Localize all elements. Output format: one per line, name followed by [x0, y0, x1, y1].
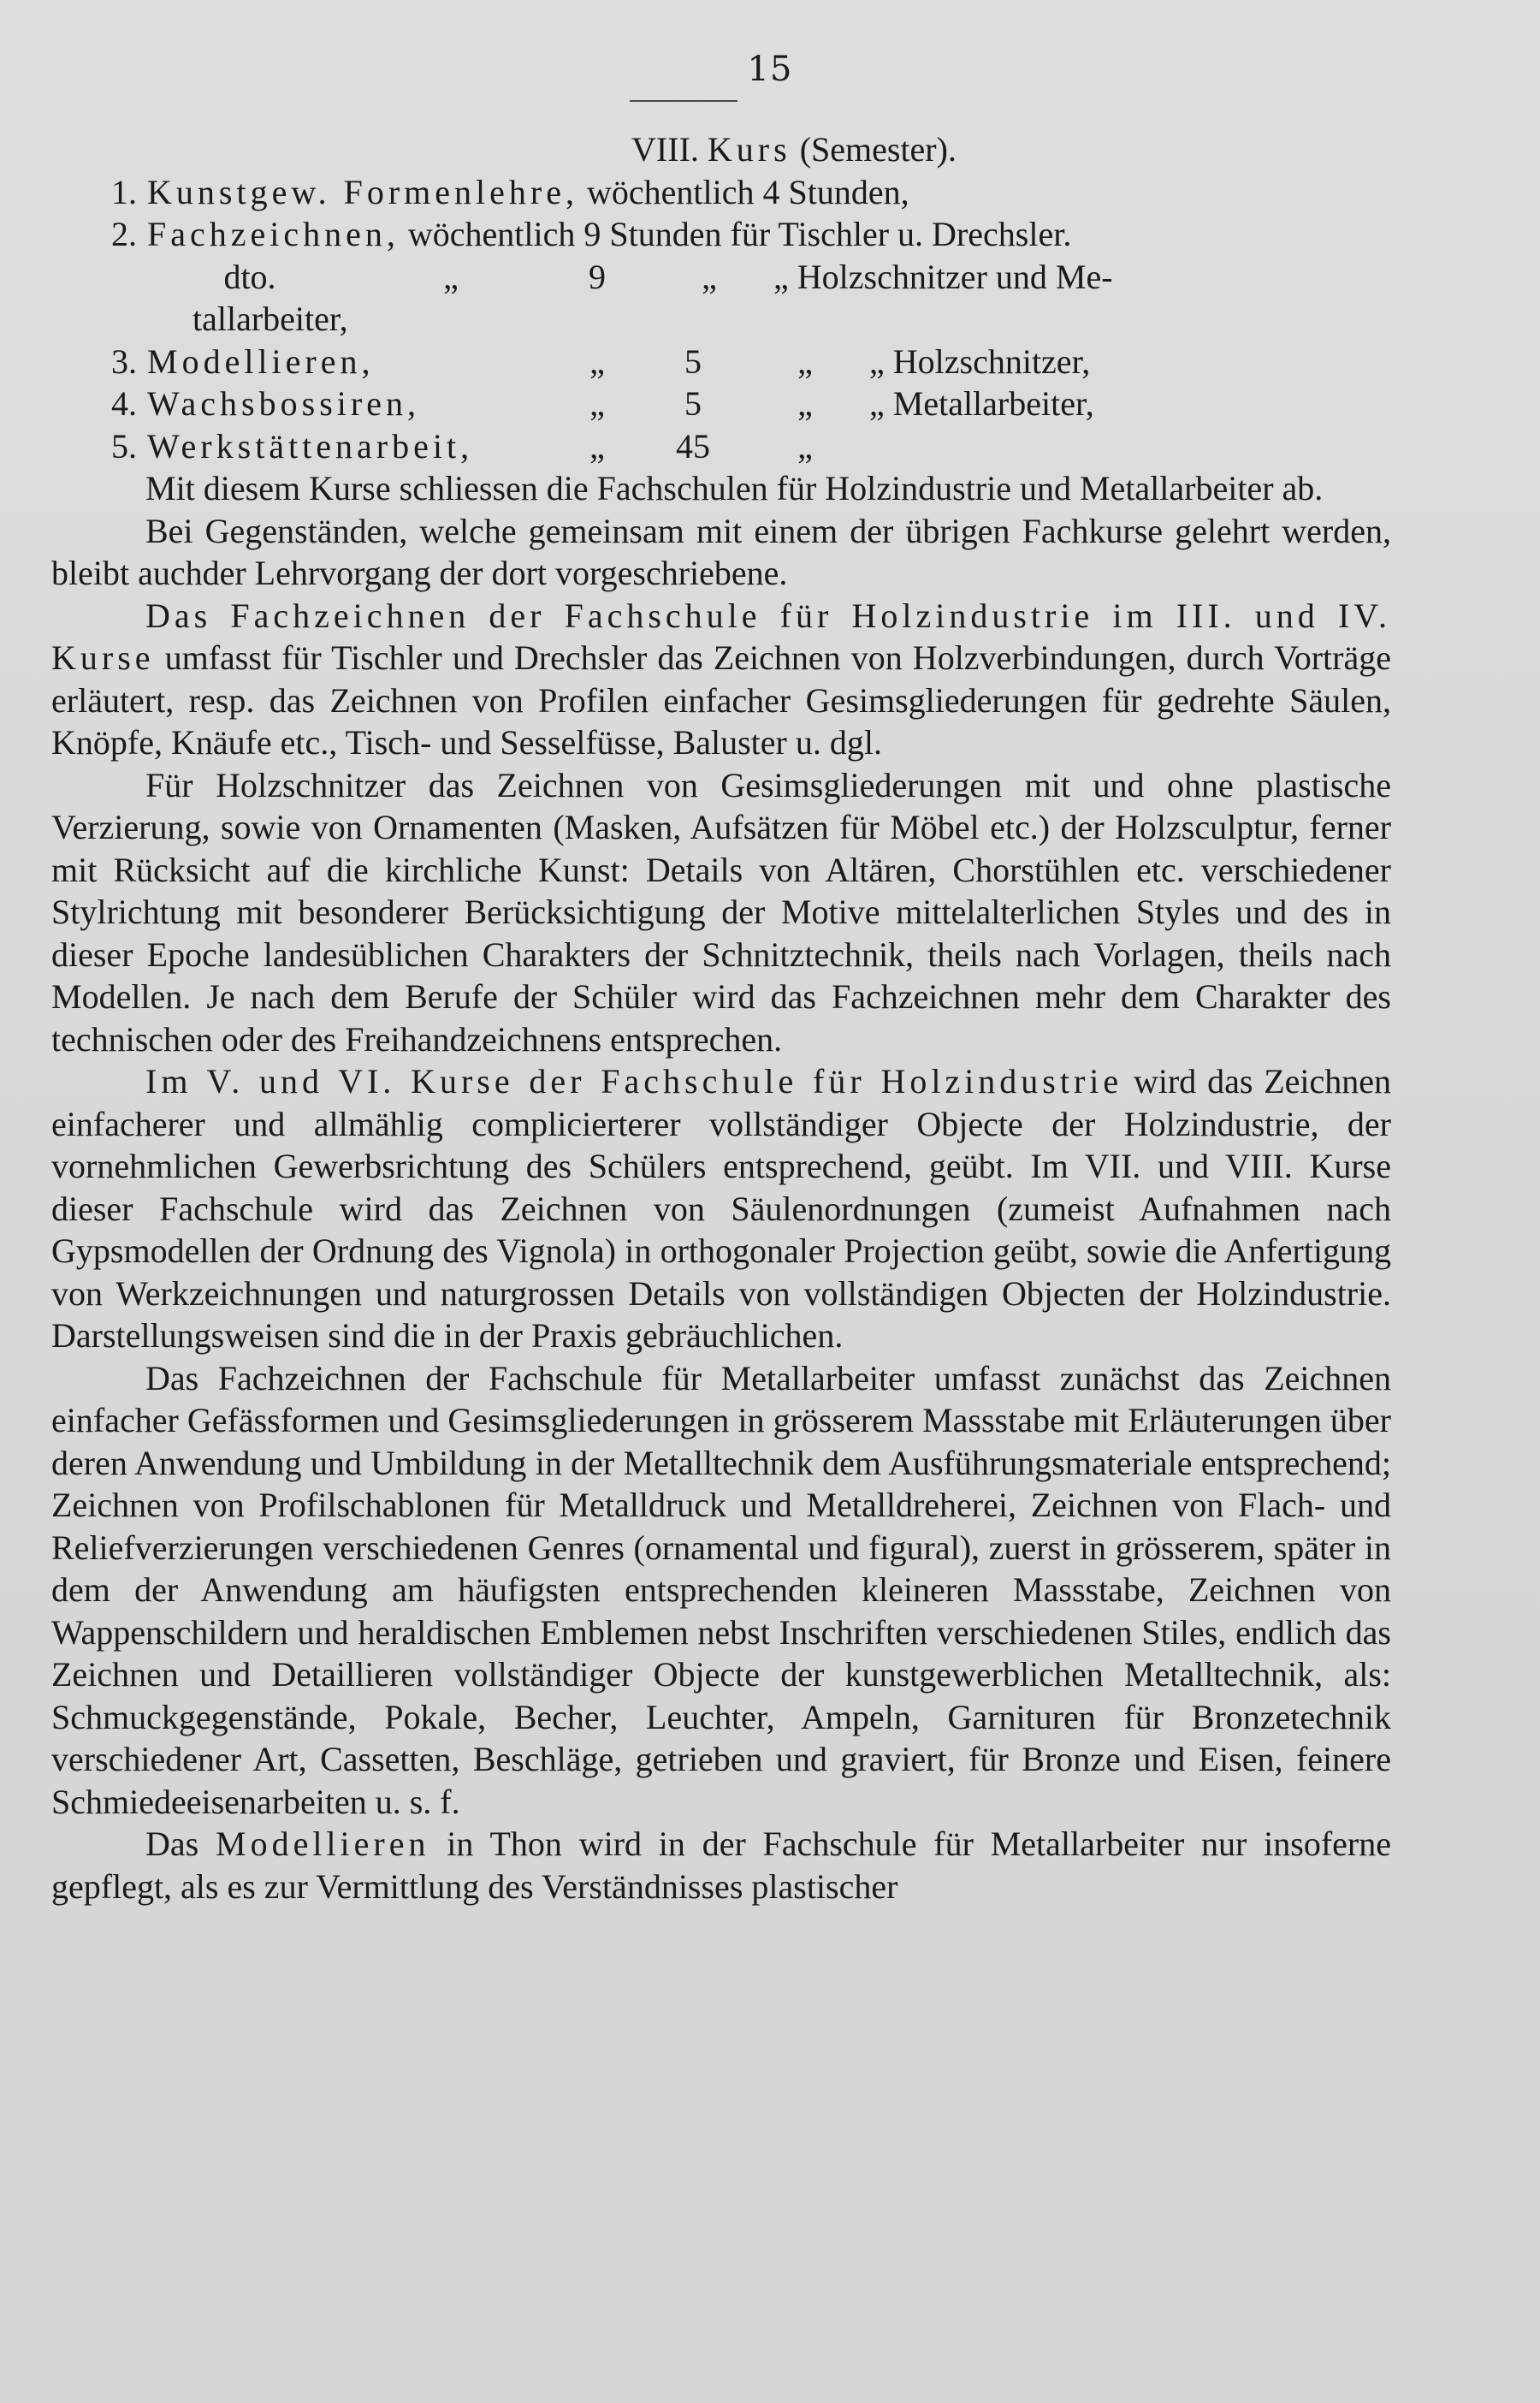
paragraph: [51, 1060, 1391, 1357]
paragraph: [51, 1823, 1391, 1908]
list-item-detail: „ Metallarbeiter,: [869, 384, 1094, 423]
list-item-number: 4.: [111, 384, 137, 423]
list-item-ditto: „: [589, 341, 605, 381]
paragraph-spaced-lead: Das Fachzeichnen der Fachschule für Holzindustrie im III. und IV. Kurse: [51, 596, 1391, 677]
list-item-hours: 9: [589, 257, 606, 296]
list-item: [51, 171, 1391, 214]
list-item-ditto: „: [589, 426, 605, 466]
list-item-subject: Fachzeichnen,: [147, 215, 400, 253]
list-item-detail: „ Holzschnitzer,: [869, 341, 1091, 381]
list-item-number: 5.: [111, 426, 137, 466]
list-item-ditto: „: [702, 257, 717, 296]
paragraph: [51, 595, 1391, 764]
list-item-hours: 5: [684, 341, 702, 381]
list-item: [51, 341, 1391, 383]
paragraph: Für Holzschnitzer das Zeichnen von Gesimsgliederungen mit und ohne plastische Verzierung, sowie von Ornamenten (Masken, Aufsätzen für Möbel etc.) der Holzsculptur, ferner mit Rücksicht auf die kirchliche Kunst: Details von Altären, Chorstühlen etc. verschiedener Stylrichtung mit besonderer Berücksichtigung der Motive mittelalterlichen Styles und des in dieser Epoche landesüblichen Charakters der Schnitztechnik, theils nach Vorlagen, theils nach Modellen. Je nach dem Berufe der Schüler wird das Fachzeichnen mehr dem Charakter des technischen oder des Freihandzeichnens entsprechen.: [51, 765, 1391, 1059]
list-item-number: 2.: [111, 215, 137, 253]
list-item-ditto: „: [797, 341, 813, 381]
list-item-subject: Modellieren,: [147, 341, 375, 381]
paragraph-rest: umfasst für Tischler und Drechsler das Zeichnen von Holzverbindungen, durch Vorträge erläutert, resp. das Zeichnen von Profilen einfacher Gesimsgliederungen für gedrehte Säulen, Knöpfe, Knäufe etc., Tisch- und Sesselfüsse, Baluster u. dgl.: [51, 638, 1391, 762]
list-item: [51, 425, 1391, 468]
list-item-subject: Kunstgew. Formenlehre,: [147, 172, 578, 211]
paragraph: Das Fachzeichnen der Fachschule für Metallarbeiter umfasst zunächst das Zeichnen einfacher Gefässformen und Gesimsgliederungen in grösserem Massstabe mit Erläuterungen über deren Anwendung und Umbildung in der Metalltechnik dem Ausführungsmateriale entsprechend; Zeichnen von Profilschablonen für Metalldruck und Metalldreherei, Zeichnen von Flach- und Reliefverzierungen verschiedenen Genres (ornamental und figural), zuerst in grösserem, später in dem der Anwendung am häufigsten entsprechenden kleineren Massstabe, Zeichnen von Wappenschildern und heraldischen Emblemen nebst Inschriften verschiedenen Stiles, endlich das Zeichnen und Detaillieren vollständiger Objecte der kunstgewerblichen Metalltechnik, als: Schmuckgegenstände, Pokale, Becher, Leuchter, Ampeln, Garnituren für Bronzetechnik verschiedener Art, Cassetten, Beschläge, getrieben und graviert, für Bronze und Eisen, feinere Schmiedeeisenarbeiten u. s. f.: [51, 1358, 1391, 1821]
course-heading-suffix: (Semester).: [799, 130, 957, 169]
list-item-subject: dto.: [223, 257, 276, 296]
list-item-ditto: „: [589, 384, 605, 423]
list-item-number: 3.: [111, 341, 137, 381]
paragraph-spaced-word: Modellieren: [216, 1824, 430, 1863]
course-list: [51, 171, 1391, 468]
course-heading: [197, 128, 1391, 171]
list-item: [51, 213, 1391, 256]
list-item-ditto: „: [443, 257, 459, 296]
list-item-hours: 45: [676, 426, 710, 466]
paragraph: Bei Gegenständen, welche gemeinsam mit einem der übrigen Fachkurse gelehrt werden, bleibt auchder Lehrvorgang der dort vorgeschriebene.: [51, 511, 1391, 592]
list-item-hours: 5: [684, 384, 702, 423]
page-number: 15: [747, 50, 793, 89]
list-item-ditto: „: [797, 426, 813, 466]
list-item-subject: Werkstättenarbeit,: [147, 426, 474, 466]
list-item-number: 1.: [111, 172, 137, 211]
list-item-ditto: „: [797, 384, 813, 423]
course-heading-word: Kurs: [707, 130, 791, 169]
list-item-detail: wöchentlich 4 Stunden,: [586, 172, 909, 211]
list-item-detail: wöchentlich 9 Stunden für Tischler u. Drechsler.: [407, 215, 1072, 253]
paragraph-rest: in Thon wird in der Fachschule für Metallarbeiter nur insoferne gepflegt, als es zur Vermittlung des Verständnisses plastischer: [51, 1824, 1391, 1906]
list-item: [51, 298, 1391, 341]
paragraph-start: Das: [145, 1824, 216, 1863]
course-heading-prefix: VIII.: [631, 130, 699, 169]
paragraph: Mit diesem Kurse schliessen die Fachschulen für Holzindustrie und Metallarbeiter ab.: [145, 469, 1324, 507]
list-item-continuation: tallarbeiter,: [192, 300, 348, 338]
list-item: [51, 256, 1391, 299]
paragraph-rest: wird das Zeichnen einfacherer und allmählig complicierterer vollständiger Objecte der Holzindustrie, der vornehmlichen Gewerbsrichtung des Schülers entsprechend, geübt. Im VII. und VIII. Kurse dieser Fachschule wird das Zeichnen von Säulenordnungen (zumeist Aufnahmen nach Gypsmodellen der Ordnung des Vignola) in orthogonaler Projection geübt, sowie die Anfertigung von Werkzeichnungen und naturgrossen Details von vollständigen Objecten der Holzindustrie. Darstellungsweisen sind die in der Praxis gebräuchlichen.: [51, 1062, 1392, 1355]
list-item-subject: Wachsbossiren,: [147, 384, 420, 423]
list-item-number: [51, 256, 147, 299]
list-item-detail: „ Holzschnitzer und Me-: [773, 257, 1113, 296]
page-number-rule: [630, 100, 737, 102]
list-item: [51, 383, 1391, 425]
paragraph-spaced-lead: Im V. und VI. Kurse der Fachschule für Holzindustrie: [145, 1062, 1123, 1101]
body-text: [51, 128, 1391, 1908]
